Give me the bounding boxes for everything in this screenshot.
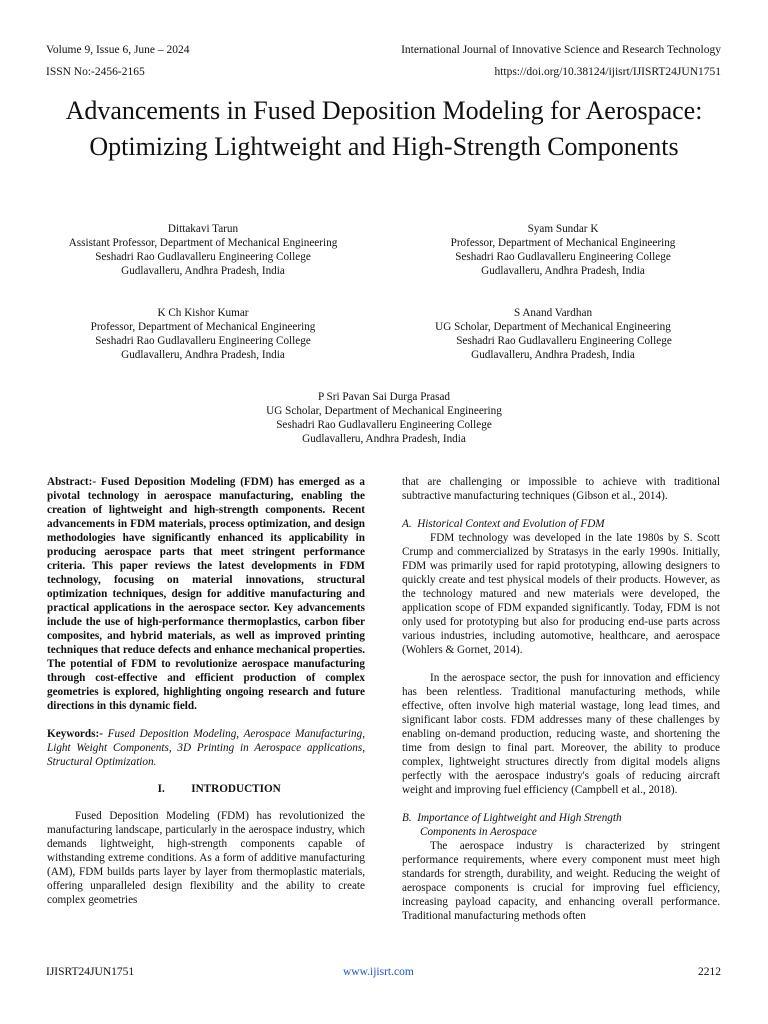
author-role: Professor, Department of Mechanical Engineering	[450, 237, 676, 249]
page-number: 2212	[698, 966, 721, 978]
author-college: Seshadri Rao Gudlavalleru Engineering College	[95, 251, 311, 263]
issn: ISSN No:-2456-2165	[46, 66, 145, 78]
author-role: Assistant Professor, Department of Mechanical Engineering	[68, 237, 338, 249]
keywords-label: Keywords:-	[47, 728, 103, 740]
volume-info: Volume 9, Issue 6, June – 2024	[46, 44, 190, 56]
subsection-heading-line: B. Importance of Lightweight and High Strength	[402, 812, 622, 824]
right-column	[402, 475, 720, 923]
author-block	[48, 306, 358, 362]
footer-website-link[interactable]: www.ijisrt.com	[343, 966, 414, 978]
author-college: Seshadri Rao Gudlavalleru Engineering College	[276, 419, 492, 431]
author-place: Gudlavalleru, Andhra Pradesh, India	[481, 265, 645, 277]
subsection-heading-line: Components in Aerospace	[420, 826, 537, 838]
author-college: Seshadri Rao Gudlavalleru Engineering College	[455, 251, 671, 263]
paragraph: FDM technology was developed in the late 1980s by S. Scott Crump and commercialized by Stratasys in the early 1990s. Initially, FDM was primarily used for rapid prototyping, allowing designers to quickly create and test physical models of their products. However, as the technology matured and new materials were developed, the application scope of FDM expanded significantly. Today, FDM is not only used for prototyping but also for producing end-use parts across various industries, including automotive, healthcare, and aerospace (Wohlers & Gornet, 2014).	[402, 532, 720, 656]
subsection-heading: A. Historical Context and Evolution of FDM	[402, 518, 605, 530]
paragraph: that are challenging or impossible to achieve with traditional subtractive manufacturing techniques (Gibson et al., 2014).	[402, 476, 720, 502]
author-name: S Anand Vardhan	[513, 307, 593, 319]
author-name: K Ch Kishor Kumar	[157, 307, 249, 319]
paragraph: Fused Deposition Modeling (FDM) has revolutionized the manufacturing landscape, particularly in the aerospace industry, which demands lightweight, high-strength components capable of withstanding extreme conditions. As a form of additive manufacturing (AM), FDM builds parts layer by layer from thermoplastic materials, offering unparalleled design flexibility and the ability to create complex geometries	[47, 810, 365, 906]
paper-title: Advancements in Fused Deposition Modeling for Aerospace: Optimizing Lightweight and High-Strength Components	[65, 96, 703, 161]
paragraph: The aerospace industry is characterized by stringent performance requirements, where every component must meet high standards for strength, durability, and weight. Reducing the weight of aerospace components is crucial for improving fuel efficiency, increasing payload capacity, and enhancing overall performance. Traditional manufacturing methods often	[402, 840, 720, 922]
author-place: Gudlavalleru, Andhra Pradesh, India	[121, 349, 285, 361]
author-place: Gudlavalleru, Andhra Pradesh, India	[471, 349, 635, 361]
author-place: Gudlavalleru, Andhra Pradesh, India	[121, 265, 285, 277]
section-number: I.	[157, 783, 165, 795]
author-place: Gudlavalleru, Andhra Pradesh, India	[302, 433, 466, 445]
doi-link[interactable]: https://doi.org/10.38124/ijisrt/IJISRT24JUN1751	[494, 66, 721, 78]
subsection-heading	[402, 811, 720, 839]
paragraph: In the aerospace sector, the push for innovation and efficiency has been relentless. Traditional manufacturing methods, while effective, often involve high material wastage, long lead times, and significant labor costs. FDM addresses many of these challenges by enabling on-demand production, reducing waste, and shortening the time from design to final part. Moreover, the ability to produce complex, lightweight structures directly from digital models aligns perfectly with the aerospace industry's goals of reducing aircraft weight and improving fuel efficiency (Campbell et al., 2018).	[402, 672, 720, 796]
keywords-text: Fused Deposition Modeling, Aerospace Manufacturing, Light Weight Components, 3D Printing in Aerospace applications, Structural Optimization.	[47, 728, 365, 768]
abstract: Abstract:- Fused Deposition Modeling (FDM) has emerged as a pivotal technology in aerospace manufacturing, enabling the creation of lightweight and high-strength components. Recent advancements in FDM materials, process optimization, and design methodologies have significantly enhanced its applicability in producing aerospace parts that meet stringent performance criteria. This paper reviews the latest developments in FDM technology, focusing on material innovations, structural optimization techniques, design for additive manufacturing and practical applications in the aerospace sector. Key advancements include the use of high-performance thermoplastics, carbon fiber composites, and hybrid materials, as well as improved printing techniques that reduce defects and enhance mechanical properties. The potential of FDM to revolutionize aerospace manufacturing through cost-effective and efficient production of complex geometries is explored, highlighting ongoing research and future directions in this dynamic field.	[47, 476, 365, 712]
left-column	[47, 475, 365, 907]
author-block	[48, 222, 358, 278]
author-name: P Sri Pavan Sai Durga Prasad	[317, 391, 451, 403]
section-heading	[47, 782, 365, 796]
footer-id: IJISRT24JUN1751	[46, 966, 135, 978]
keywords	[47, 727, 365, 769]
author-role: Professor, Department of Mechanical Engineering	[90, 321, 316, 333]
author-name: Dittakavi Tarun	[167, 223, 239, 235]
author-role: UG Scholar, Department of Mechanical Engineering	[435, 321, 671, 333]
author-college: Seshadri Rao Gudlavalleru Engineering College	[456, 335, 672, 347]
author-block	[398, 306, 708, 362]
journal-name: International Journal of Innovative Science and Research Technology	[401, 44, 721, 56]
author-role: UG Scholar, Department of Mechanical Engineering	[266, 405, 502, 417]
section-title: INTRODUCTION	[191, 783, 281, 795]
author-college: Seshadri Rao Gudlavalleru Engineering College	[95, 335, 311, 347]
author-name: Syam Sundar K	[527, 223, 599, 235]
author-block	[408, 222, 718, 278]
author-block	[229, 390, 539, 446]
